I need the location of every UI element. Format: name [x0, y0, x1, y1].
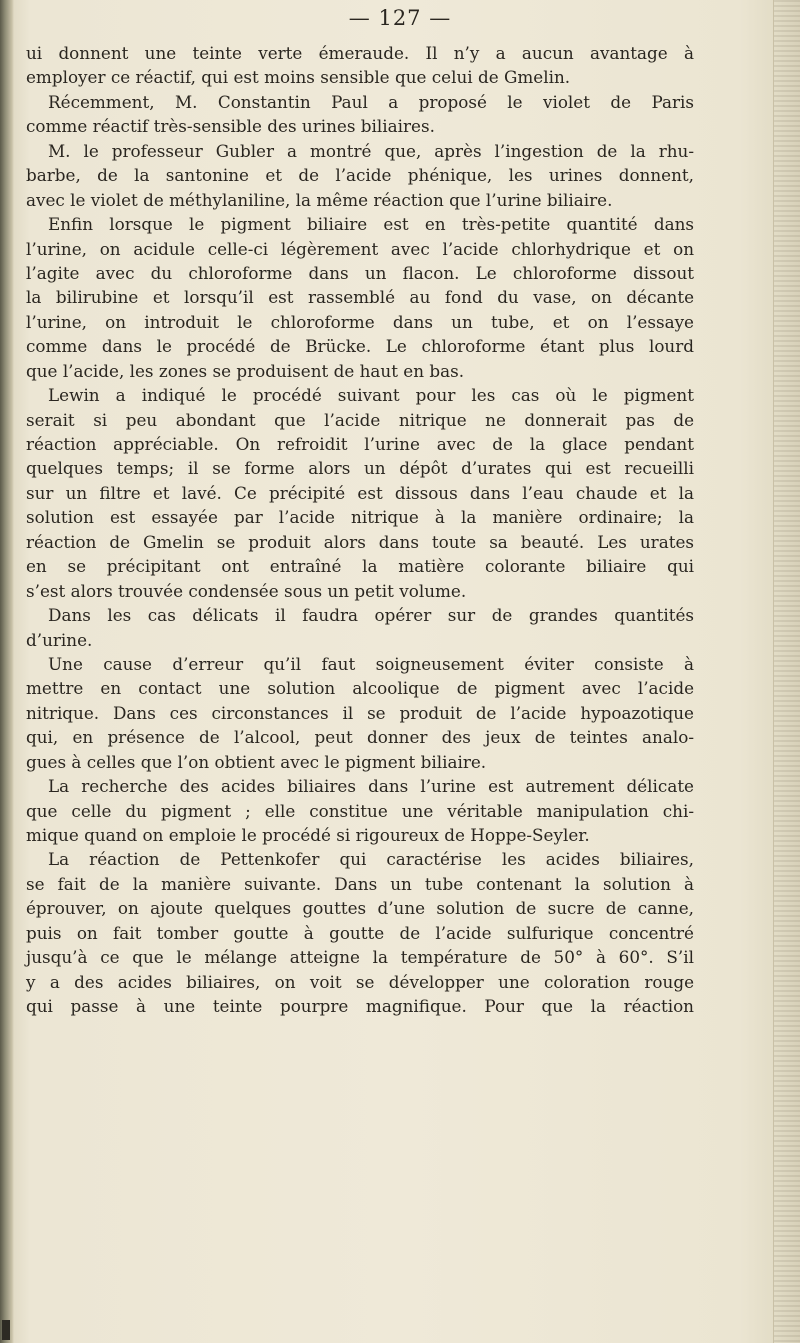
text-line: Enfin lorsque le pigment biliaire est en très-petite quantité dans — [48, 214, 694, 235]
text-line: ui donnent une teinte verte émeraude. Il n’y a aucun avantage à — [26, 43, 694, 63]
text-line: La réaction de Pettenkofer qui caractérise les acides biliaires, — [48, 849, 694, 870]
body-text — [26, 41, 694, 1019]
text-line: en se précipitant ont entraîné la matière colorante biliaire qui — [26, 556, 694, 577]
text-line: qui passe à une teinte pourpre magnifique. Pour que la réaction — [26, 996, 694, 1017]
text-line: éprouver, on ajoute quelques gouttes d’une solution de sucre de canne, — [26, 898, 694, 919]
text-line: mique quand on emploie le procédé si rigoureux de Hoppe-Seyler. — [26, 825, 590, 845]
text-line: qui, en présence de l’alcool, peut donner des jeux de teintes analo- — [26, 727, 694, 748]
text-line: y a des acides biliaires, on voit se développer une coloration rouge — [26, 971, 694, 992]
text-line: Lewin a indiqué le procédé suivant pour les cas où le pigment — [48, 385, 694, 406]
text-line: que l’acide, les zones se produisent de haut en bas. — [26, 360, 465, 381]
text-line: comme réactif très-sensible des urines biliaires. — [26, 116, 435, 137]
binding-edge — [0, 0, 14, 1343]
text-line: jusqu’à ce que le mélange atteigne la température de 50° à 60°. S’il — [26, 947, 694, 968]
text-line: se fait de la manière suivante. Dans un tube contenant la solution à — [26, 873, 694, 894]
text-line: puis on fait tomber goutte à goutte de l’acide sulfurique concentré — [26, 922, 694, 943]
text-line: solution est essayée par l’acide nitrique à la manière ordinaire; la — [26, 507, 694, 528]
text-line: Récemment, M. Constantin Paul a proposé le violet de Paris — [48, 91, 694, 112]
page-fore-edge — [773, 0, 800, 1343]
text-line: quelques temps; il se forme alors un dépôt d’urates qui est recueilli — [26, 458, 694, 479]
text-line: réaction appréciable. On refroidit l’urine avec de la glace pendant — [26, 434, 694, 454]
text-line: gues à celles que l’on obtient avec le pigment biliaire. — [26, 751, 487, 772]
text-line: l’urine, on introduit le chloroforme dans un tube, et on l’essaye — [26, 311, 694, 332]
text-line: que celle du pigment ; elle constitue une véritable manipulation chi- — [26, 800, 694, 821]
text-line: sur un filtre et lavé. Ce précipité est dissous dans l’eau chaude et la — [26, 482, 694, 503]
text-line: nitrique. Dans ces circonstances il se produit de l’acide hypoazotique — [26, 702, 694, 723]
text-line: l’agite avec du chloroforme dans un flacon. Le chloroforme dissout — [26, 262, 694, 283]
text-line: barbe, de la santonine et de l’acide phénique, les urines donnent, — [26, 165, 694, 186]
text-line: la bilirubine et lorsqu’il est rassemblé au fond du vase, on décante — [26, 287, 694, 308]
page-number: — 127 — — [348, 6, 452, 30]
text-line: Une cause d’erreur qu’il faut soigneusement éviter consiste à — [48, 653, 694, 674]
text-line: Dans les cas délicats il faudra opérer sur de grandes quantités — [48, 605, 694, 626]
text-line: d’urine. — [26, 629, 93, 650]
binding-mark — [2, 1320, 10, 1340]
text-line: M. le professeur Gubler a montré que, après l’ingestion de la rhu- — [48, 140, 694, 161]
text-line: réaction de Gmelin se produit alors dans toute sa beauté. Les urates — [26, 531, 694, 552]
text-line: comme dans le procédé de Brücke. Le chloroforme étant plus lourd — [26, 336, 694, 357]
text-line: serait si peu abondant que l’acide nitrique ne donnerait pas de — [26, 409, 694, 430]
text-line: l’urine, on acidule celle-ci légèrement avec l’acide chlorhydrique et on — [26, 238, 694, 259]
text-line: mettre en contact une solution alcoolique de pigment avec l’acide — [26, 678, 694, 699]
text-line: employer ce réactif, qui est moins sensible que celui de Gmelin. — [26, 67, 571, 88]
text-line: La recherche des acides biliaires dans l’urine est autrement délicate — [48, 776, 694, 797]
text-line: avec le violet de méthylaniline, la même réaction que l’urine biliaire. — [26, 189, 613, 210]
text-line: s’est alors trouvée condensée sous un petit volume. — [26, 580, 467, 601]
